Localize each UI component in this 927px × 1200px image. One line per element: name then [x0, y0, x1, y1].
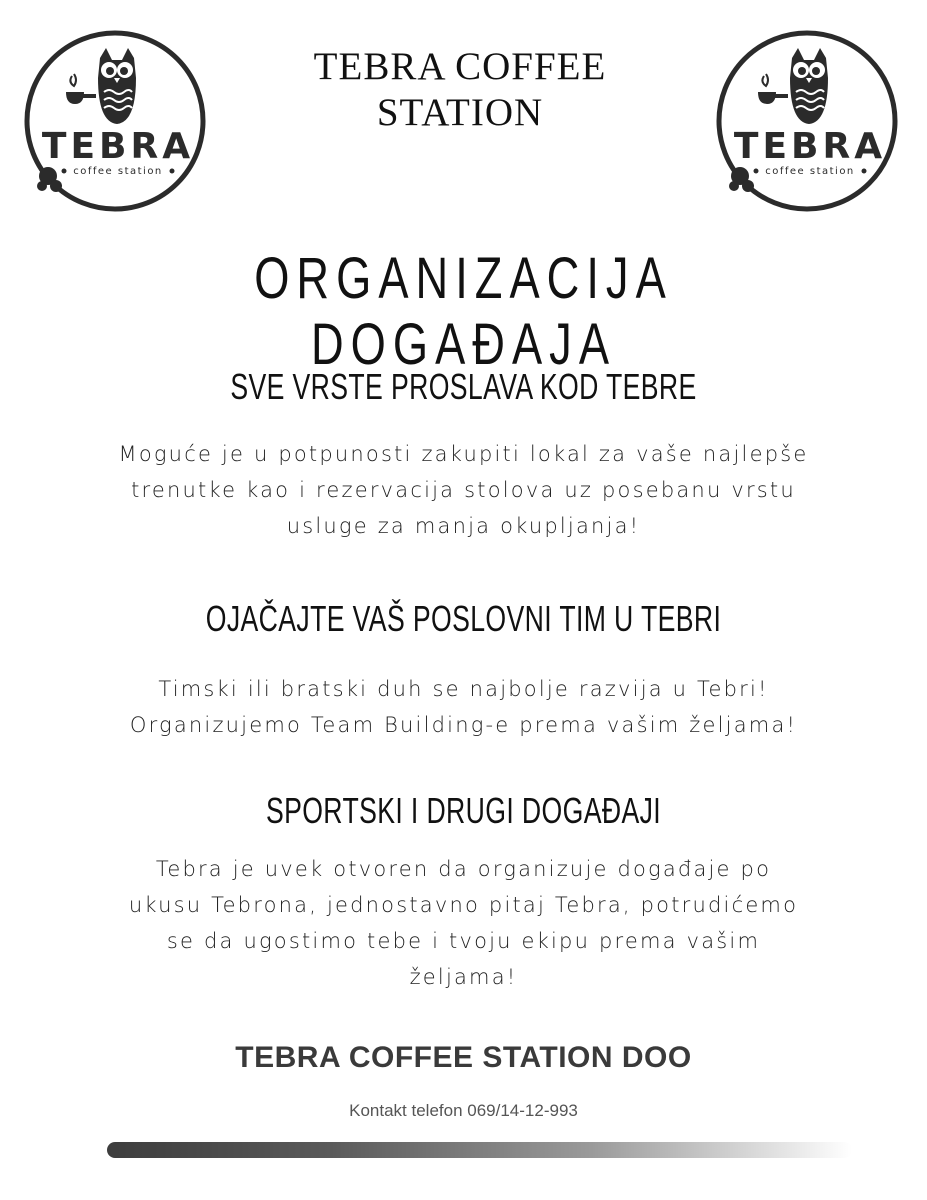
- section-line: željama!: [409, 965, 518, 989]
- section-heading-celebrations: SVE VRSTE PROSLAVA KOD TEBRE: [230, 366, 697, 407]
- brand-title-line-2: STATION: [376, 91, 544, 134]
- tebra-logo-left: [20, 26, 210, 216]
- section-line: se da ugostimo tebe i tvoju ekipu prema vašim: [166, 929, 761, 953]
- company-name: TEBRA COFFEE STATION DOO: [235, 1041, 692, 1074]
- tebra-logo-right: [712, 26, 902, 216]
- page-title: ORGANIZACIJA DOGAĐAJA: [254, 246, 673, 377]
- section-line: trenutke kao i rezervacija stolova uz posebanu vrstu: [131, 478, 796, 502]
- section-heading-team: OJAČAJTE VAŠ POSLOVNI TIM U TEBRI: [205, 598, 722, 639]
- section-body-team: [60, 671, 867, 743]
- contact-phone: Kontakt telefon 069/14-12-993: [349, 1101, 578, 1120]
- owl-coffee-logo-icon: [712, 26, 902, 216]
- section-heading-sports: SPORTSKI I DRUGI DOGAĐAJI: [265, 790, 662, 831]
- section-line: ukusu Tebrona, jednostavno pitaj Tebra, potrudićemo: [128, 893, 799, 917]
- section-line: Moguće je u potpunosti zakupiti lokal za vaše najlepše: [118, 442, 809, 466]
- owl-coffee-logo-icon: [20, 26, 210, 216]
- logo-tagline: coffee station: [73, 166, 163, 177]
- section-body-sports: [60, 851, 867, 995]
- footer-gradient-bar: [107, 1142, 852, 1158]
- section-line: Tebra je uvek otvoren da organizuje događaje po: [155, 857, 772, 881]
- brand-title: [230, 44, 690, 136]
- logo-tagline: coffee station: [765, 166, 855, 177]
- section-line: usluge za manja okupljanja!: [286, 514, 641, 538]
- brand-title-line-1: TEBRA COFFEE: [313, 45, 607, 88]
- section-line: Organizujemo Team Building-e prema vašim željama!: [129, 713, 798, 737]
- logo-wordmark: TEBRA: [733, 126, 887, 167]
- logo-wordmark: TEBRA: [41, 126, 195, 167]
- section-line: Timski ili bratski duh se najbolje razvija u Tebri!: [158, 677, 769, 701]
- section-body-celebrations: [60, 436, 867, 544]
